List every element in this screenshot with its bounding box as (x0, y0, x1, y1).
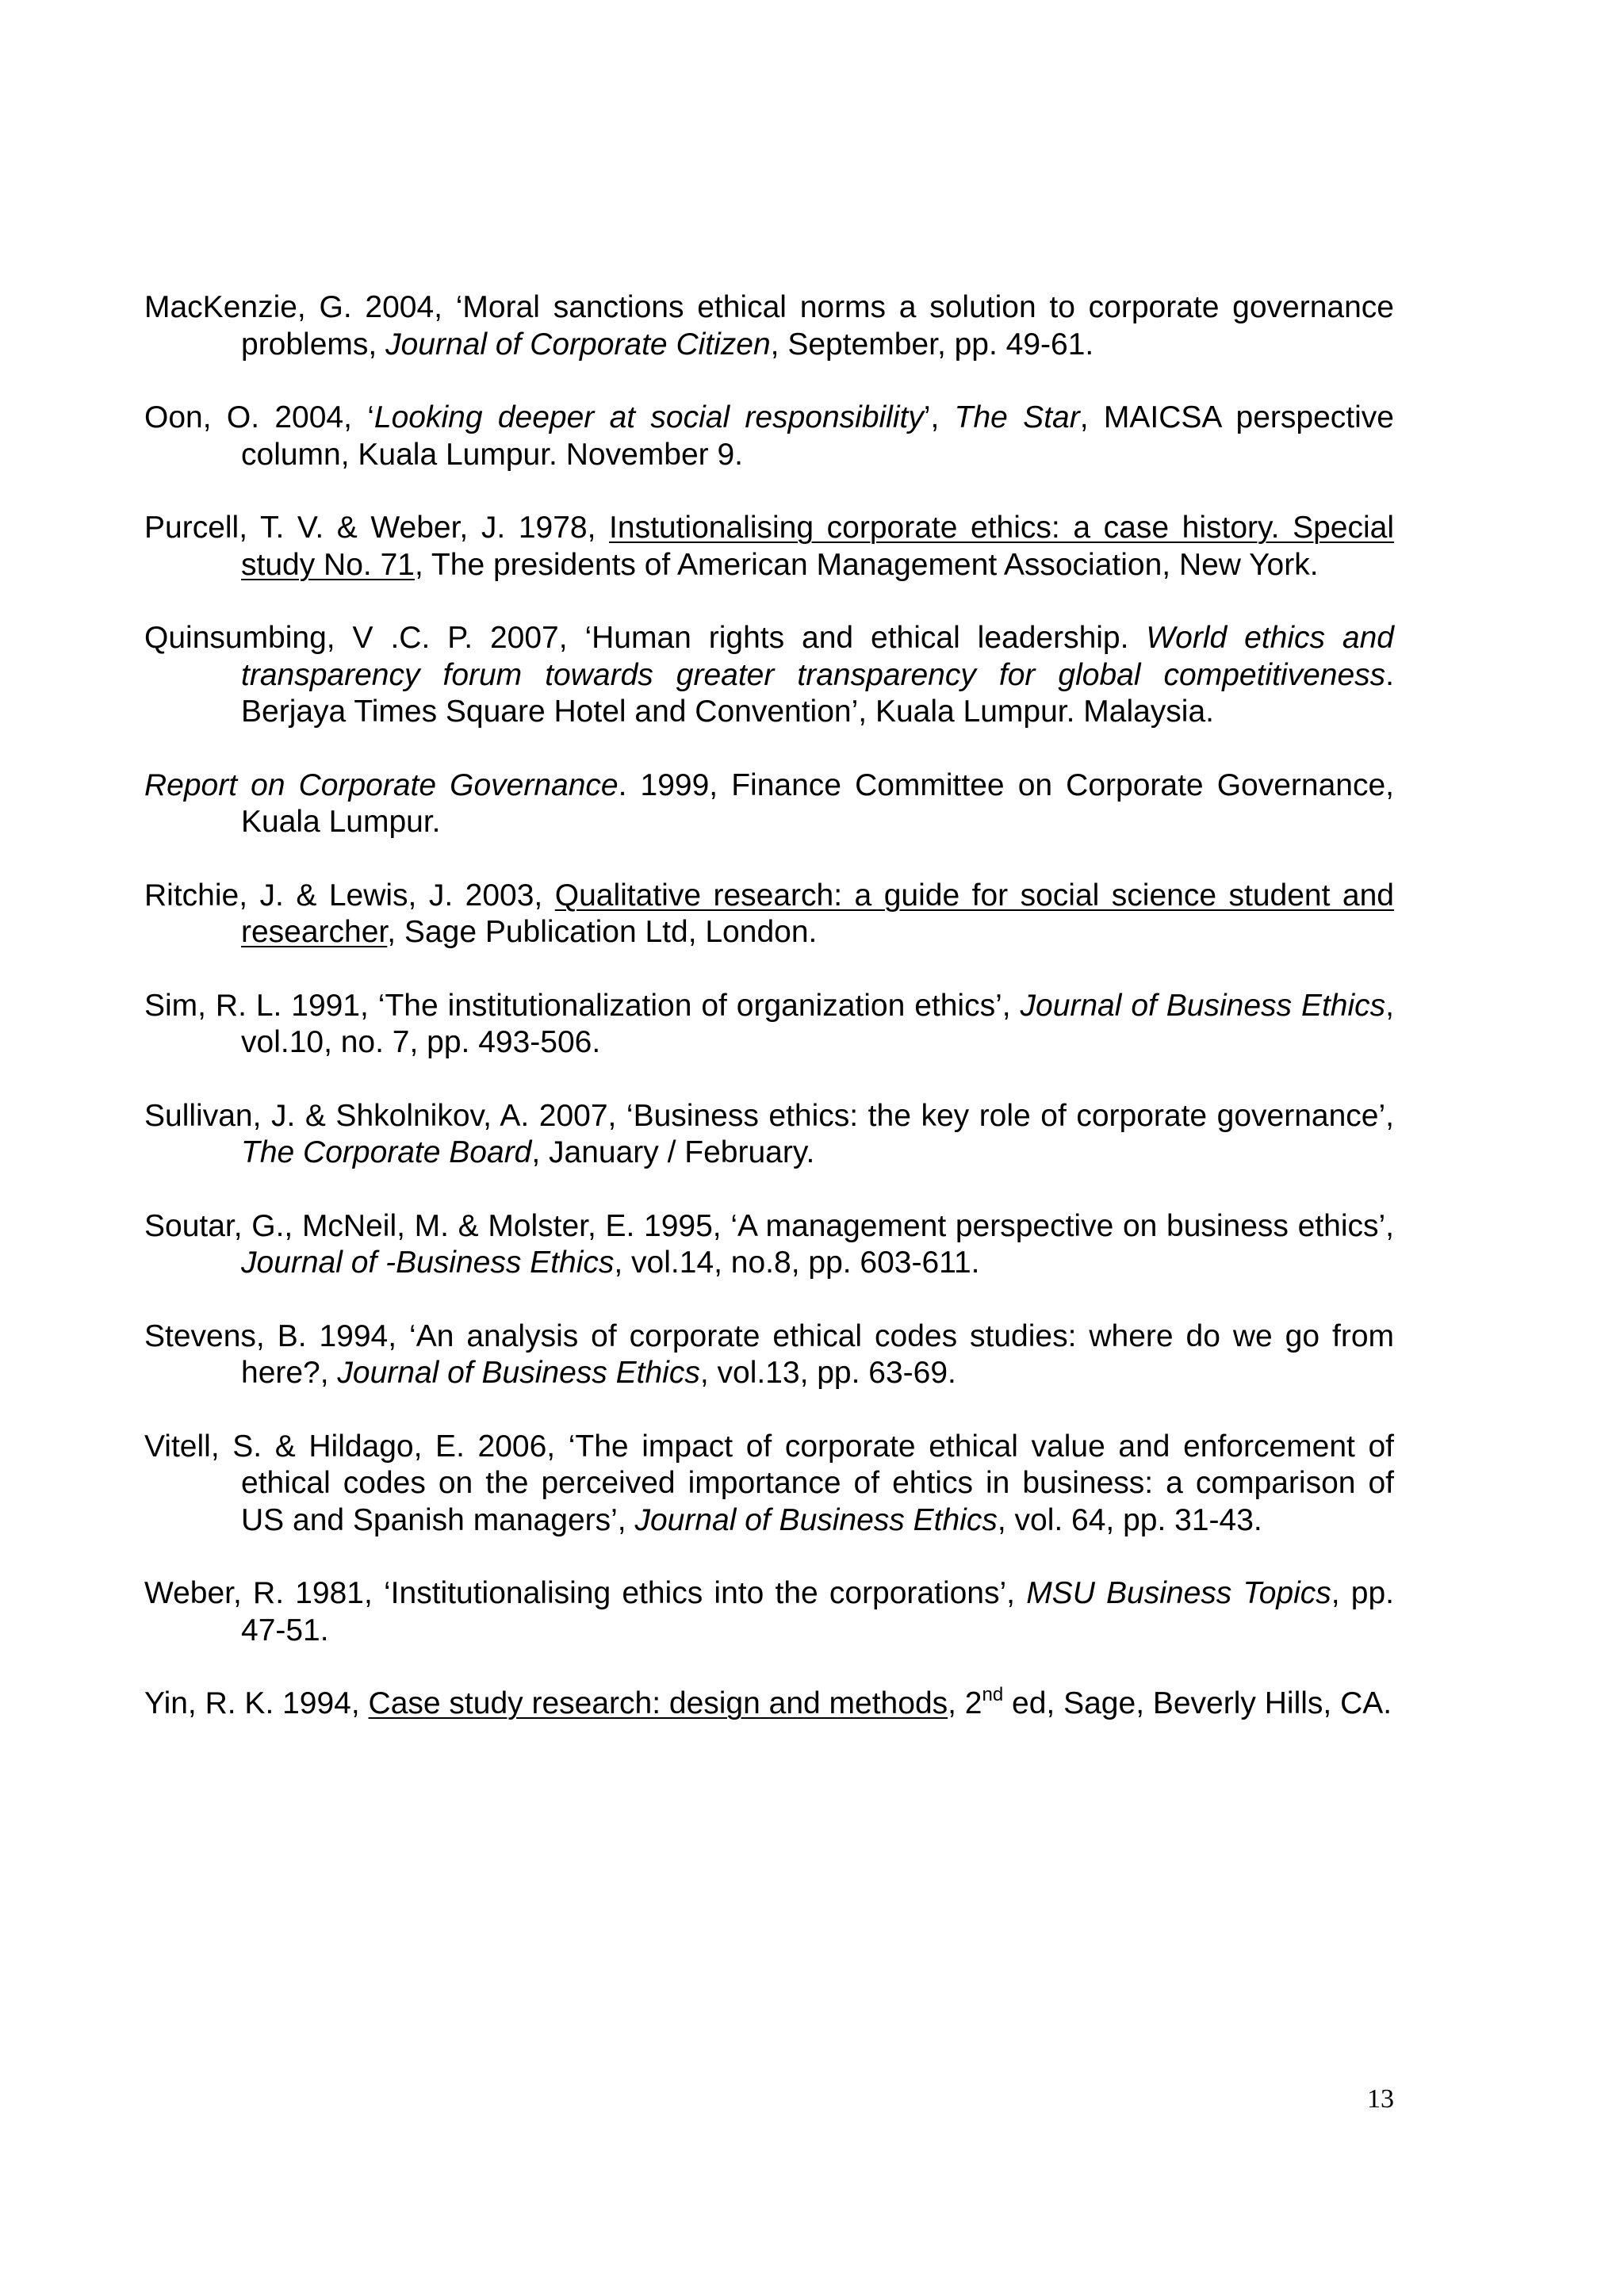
reference-text: Stevens, B. 1994, ‘An analysis of corporate ethical codes studies: where do we go from here?, (144, 1318, 1394, 1390)
reference-text: Weber, R. 1981, ‘Institutionalising ethics into the corporations’, (144, 1576, 1027, 1610)
reference-text: Ritchie, J. & Lewis, J. 2003, (144, 878, 555, 913)
article-title: Looking deeper at social responsibility (373, 400, 924, 434)
reference-text: , vol.14, no.8, pp. 603-611. (614, 1246, 980, 1280)
reference-text: . 1999, Finance Committee on Corporate Governance, Kuala Lumpur. (241, 767, 1394, 839)
reference-yin-1994 (144, 1686, 1394, 1723)
reference-weber-1981 (144, 1575, 1394, 1649)
reference-text: Purcell, T. V. & Weber, J. 1978, (144, 511, 610, 545)
reference-oon-2004 (144, 400, 1394, 473)
reference-text: , Sage Publication Ltd, London. (387, 915, 818, 949)
reference-text: , vol.13, pp. 63-69. (699, 1356, 956, 1390)
reference-sim-1991 (144, 988, 1394, 1062)
reference-text: , January / February. (531, 1135, 815, 1169)
edition-superscript: nd (982, 1684, 1004, 1705)
journal-title: MSU Business Topics (1026, 1576, 1331, 1610)
journal-title: Journal of Business Ethics (634, 1502, 998, 1537)
reference-text: ed, Sage, Beverly Hills, CA. (1003, 1686, 1392, 1720)
reference-purcell-1978 (144, 510, 1394, 584)
reference-text: Quinsumbing, V .C. P. 2007, ‘Human rights and ethical leadership. (144, 621, 1147, 655)
reference-text: Sim, R. L. 1991, ‘The institutionalization of organization ethics’, (144, 988, 1021, 1023)
journal-title: Journal of Corporate Citizen (385, 327, 771, 362)
reference-text: , MAICSA perspective column, Kuala Lumpur. November 9. (241, 400, 1394, 472)
reference-vitell-2006 (144, 1429, 1394, 1540)
book-title: Instutionalising corporate ethics: a case history. Special study No. 71 (241, 511, 1394, 582)
reference-quinsumbing-2007 (144, 620, 1394, 731)
reference-list (144, 289, 1394, 1723)
reference-text: Vitell, S. & Hildago, E. 2006, ‘The impact of corporate ethical value and enforcement of ethical codes on the perceived importance of ehtics in business: a comparison of US and Spanish managers’, (144, 1429, 1394, 1537)
reference-text: Sullivan, J. & Shkolnikov, A. 2007, ‘Business ethics: the key role of corporate governance’, (144, 1098, 1394, 1133)
reference-report-1999 (144, 767, 1394, 841)
reference-text: MacKenzie, G. 2004, ‘Moral sanctions ethical norms a solution to corporate governance problems, (144, 290, 1394, 362)
journal-title: Journal of -Business Ethics (241, 1246, 615, 1280)
reference-text: Soutar, G., McNeil, M. & Molster, E. 1995, ‘A management perspective on business ethics’, (144, 1208, 1394, 1243)
reference-text: . Berjaya Times Square Hotel and Convention’, Kuala Lumpur. Malaysia. (241, 657, 1394, 729)
reference-sullivan-2007 (144, 1098, 1394, 1172)
reference-text: , pp. 47-51. (241, 1576, 1395, 1647)
newspaper-title: The Star (954, 400, 1080, 434)
journal-title: Journal of Business Ethics (337, 1356, 700, 1390)
book-title: Case study research: design and methods (368, 1686, 948, 1720)
reference-text: Yin, R. K. 1994, (144, 1686, 369, 1720)
journal-title: Journal of Business Ethics (1020, 988, 1386, 1023)
reference-text: , vol. 64, pp. 31-43. (997, 1502, 1262, 1537)
reference-text: Oon, O. 2004, ‘ (144, 400, 374, 434)
page-number: 13 (1367, 2084, 1394, 2114)
reference-text: , September, pp. 49-61. (770, 327, 1094, 362)
book-title: Qualitative research: a guide for social science student and researcher (241, 878, 1394, 949)
forum-title: World ethics and transparency forum towards greater transparency for global competitiveness (241, 621, 1394, 692)
reference-text: , The presidents of American Management Association, New York. (414, 547, 1319, 582)
reference-soutar-1995 (144, 1208, 1394, 1282)
reference-mackenzie-2004 (144, 289, 1394, 363)
reference-stevens-1994 (144, 1318, 1394, 1392)
reference-text: , vol.10, no. 7, pp. 493-506. (241, 988, 1394, 1059)
report-title: Report on Corporate Governance (144, 767, 619, 802)
reference-text: ’, (923, 400, 955, 434)
reference-text: , 2 (948, 1686, 982, 1720)
journal-title: The Corporate Board (241, 1135, 532, 1169)
reference-ritchie-2003 (144, 878, 1394, 951)
